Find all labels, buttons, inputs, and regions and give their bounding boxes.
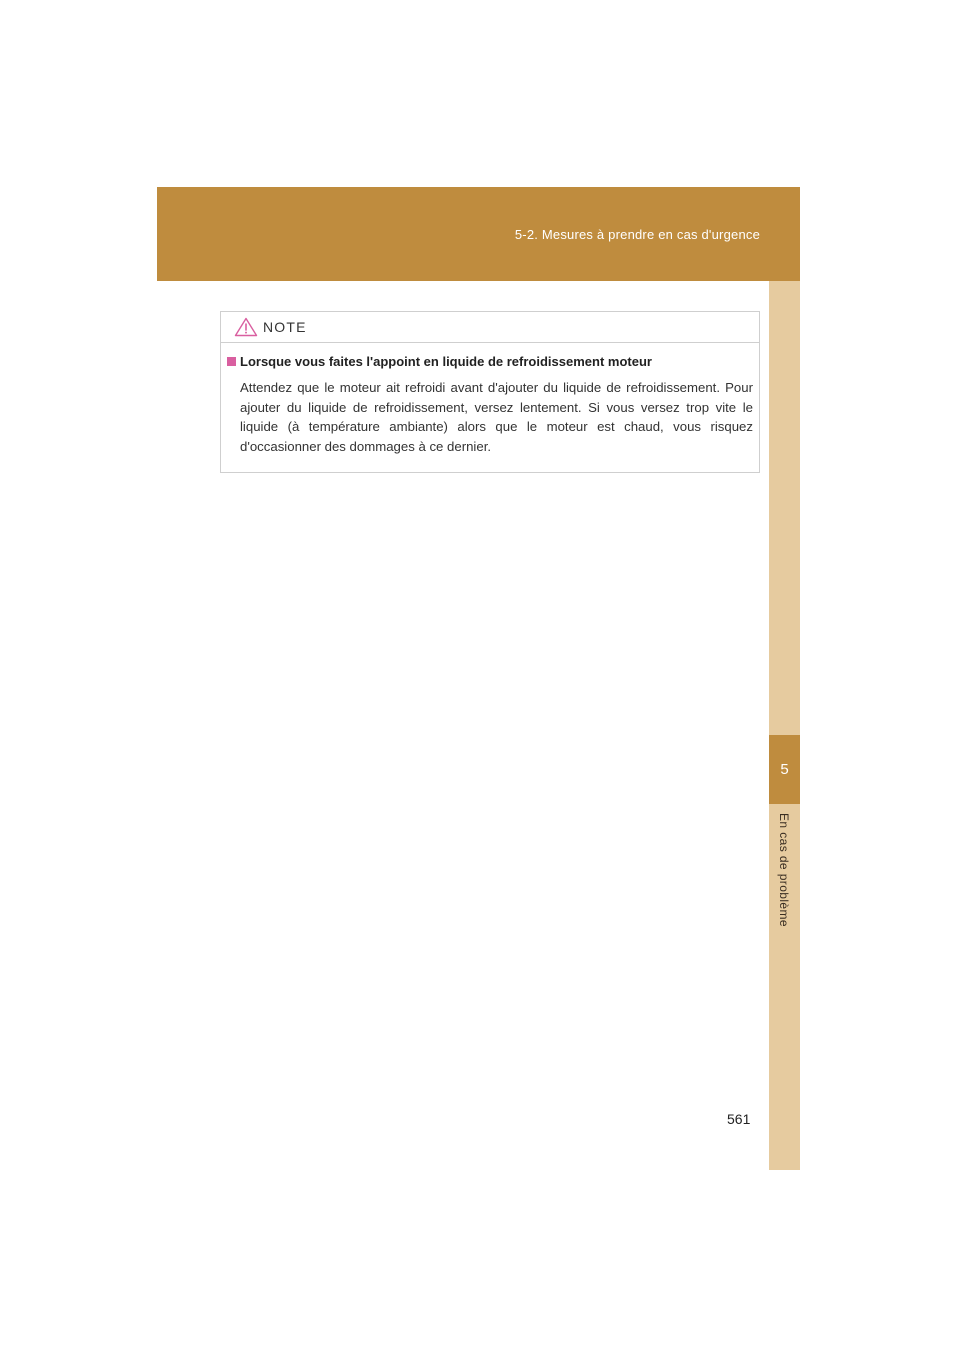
chapter-tab[interactable] (769, 735, 800, 804)
section-title: 5-2. Mesures à prendre en cas d'urgence (514, 227, 760, 242)
square-bullet-icon (227, 357, 236, 366)
note-subheading-text: Lorsque vous faites l'appoint en liquide de refroidissement moteur (240, 354, 652, 369)
note-header (221, 312, 759, 343)
note-subheading (227, 354, 753, 369)
chapter-number: 5 (780, 761, 789, 778)
note-label: NOTE (263, 319, 307, 335)
chapter-label: En cas de problème (777, 813, 791, 927)
warning-triangle-icon (234, 317, 258, 337)
header-band (157, 187, 800, 281)
note-body (221, 343, 759, 456)
note-box (220, 311, 760, 473)
note-paragraph: Attendez que le moteur ait refroidi avant d'ajouter du liquide de refroidissement. Pour ajouter du liquide de refroidissement, versez lentement. Si vous versez trop vite le liquide (à température ambiante) alors que le moteur est chaud, vous risquez d'occasionner des dommages à ce dernier. (240, 380, 753, 454)
chapter-side-strip (769, 281, 800, 1170)
page-number: 561 (727, 1111, 751, 1127)
